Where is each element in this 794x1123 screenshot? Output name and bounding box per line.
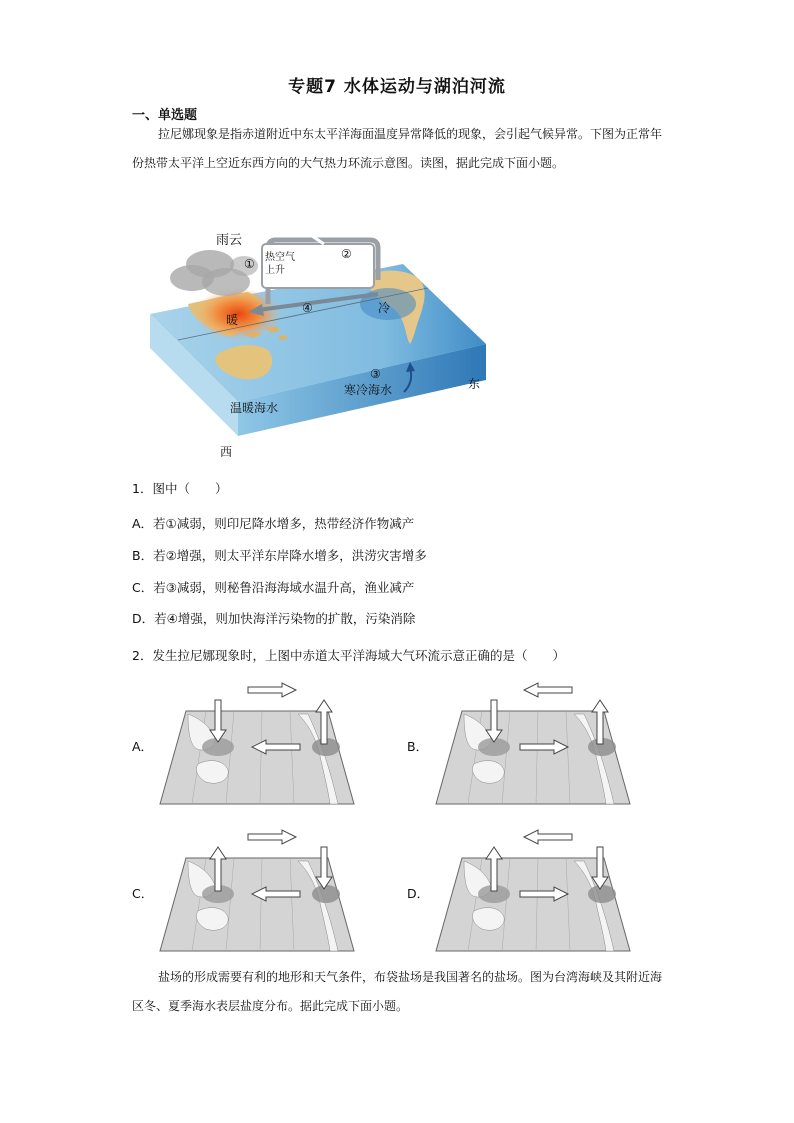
option-b-map[interactable] xyxy=(434,678,634,808)
option-c-map[interactable] xyxy=(158,825,358,955)
walker-circulation-figure xyxy=(148,222,493,462)
label-west: 西 xyxy=(220,445,233,459)
label-hot-air-1: 热空气 xyxy=(265,252,295,263)
label-warm-water: 温暖海水 xyxy=(230,401,279,415)
question-1-option-b[interactable]: B．若②增强，则太平洋东岸降水增多，洪涝灾害增多 xyxy=(132,548,427,563)
upper-arrow-west xyxy=(524,683,572,697)
intro-paragraph: 拉尼娜现象是指赤道附近中东太平洋海面温度异常降低的现象，会引起气候异常。下图为正常年份热带太平洋上空近东西方向的大气热力环流示意图。读图，据此完成下面小题。 xyxy=(132,127,663,170)
section-heading: 一、单选题 xyxy=(132,108,198,123)
question-2-option-a-label[interactable]: A． xyxy=(132,739,154,754)
option-d-map[interactable] xyxy=(434,825,634,955)
question-2-stem: 2．发生拉尼娜现象时，上图中赤道太平洋海域大气环流示意正确的是（ ） xyxy=(132,648,565,663)
east-pressure-zone xyxy=(312,885,340,903)
question-1-option-d[interactable]: D．若④增强，则加快海洋污染物的扩散，污染消除 xyxy=(132,611,416,626)
upper-arrow-west xyxy=(524,830,572,844)
label-rain-cloud: 雨云 xyxy=(216,233,243,248)
outro-paragraph: 盐场的形成需要有利的地形和天气条件，布袋盐场是我国著名的盐场。图为台湾海峡及其附近海区冬、夏季海水表层盐度分布。据此完成下面小题。 xyxy=(132,970,663,1013)
question-2-option-c-label[interactable]: C． xyxy=(132,886,154,901)
option-a-map[interactable] xyxy=(158,678,358,808)
label-circle-2: ② xyxy=(341,247,352,261)
label-cold-water: 寒冷海水 xyxy=(344,383,393,397)
label-cold: 冷 xyxy=(378,301,391,315)
label-hot-air-2: 上升 xyxy=(265,265,285,276)
label-circle-3: ③ xyxy=(370,367,381,381)
east-pressure-zone xyxy=(588,885,616,903)
question-1-option-a[interactable]: A．若①减弱，则印尼降水增多，热带经济作物减产 xyxy=(132,516,415,531)
upper-arrow-east xyxy=(248,683,296,697)
label-warm: 暖 xyxy=(226,313,239,327)
label-east: 东 xyxy=(468,377,481,391)
label-circle-4: ④ xyxy=(302,301,313,315)
page-title: 专题7 水体运动与湖泊河流 xyxy=(288,77,506,97)
question-1-option-c[interactable]: C．若③减弱，则秘鲁沿海海域水温升高，渔业减产 xyxy=(132,580,415,595)
upper-arrow-east xyxy=(248,830,296,844)
label-circle-1: ① xyxy=(244,257,255,271)
question-2-option-d-label[interactable]: D． xyxy=(407,886,430,901)
question-2-option-b-label[interactable]: B． xyxy=(407,739,429,754)
question-1-stem: 1．图中（ ） xyxy=(132,481,228,496)
